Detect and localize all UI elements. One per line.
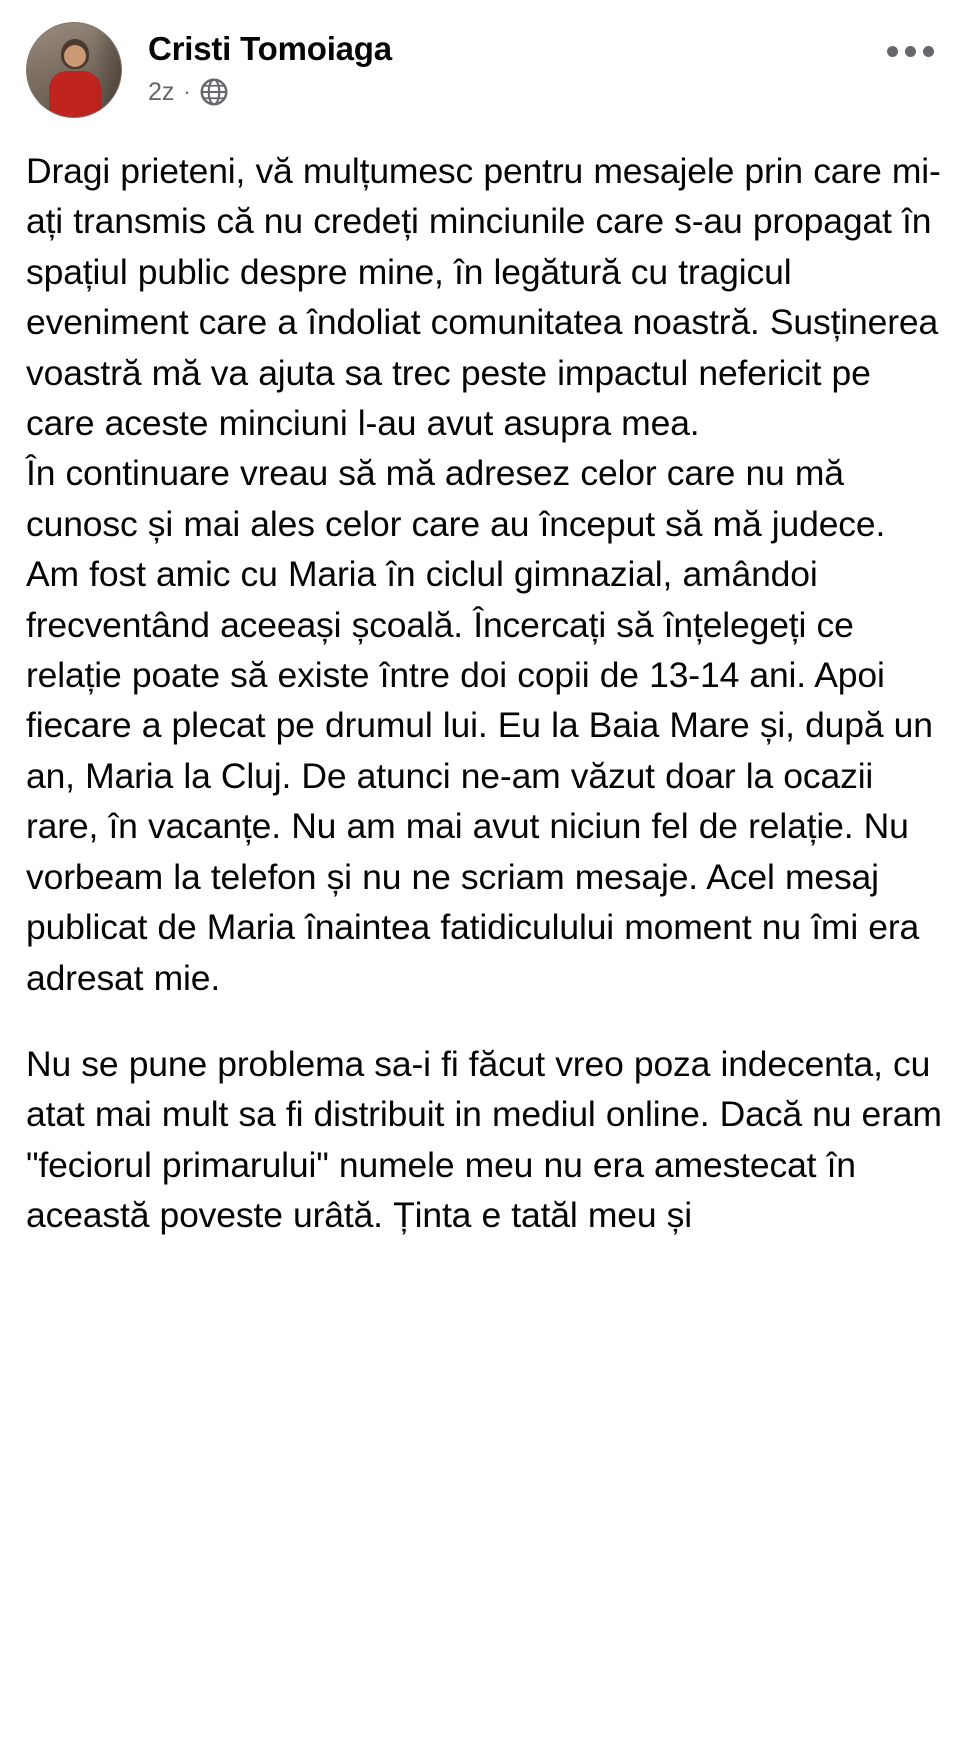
post-paragraph: Nu se pune problema sa-i fi făcut vreo poza indecenta, cu atat mai mult sa fi distribuit in mediul online. Dacă nu eram "feciorul primarului" numele meu nu era amestecat în această poveste urâtă. Ținta e tatăl meu și bbox=[26, 1043, 942, 1236]
more-options-icon[interactable] bbox=[880, 34, 940, 68]
globe-icon[interactable] bbox=[200, 78, 228, 106]
more-dot-2 bbox=[905, 46, 916, 57]
post-header bbox=[0, 0, 970, 124]
avatar-face bbox=[64, 45, 86, 67]
author-name[interactable]: Cristi Tomoiaga bbox=[148, 30, 392, 67]
avatar-shadow bbox=[93, 23, 121, 117]
more-dot-3 bbox=[923, 46, 934, 57]
more-dot-1 bbox=[887, 46, 898, 57]
avatar[interactable] bbox=[26, 22, 122, 118]
post-timestamp[interactable]: 2z bbox=[148, 77, 175, 106]
post-meta bbox=[148, 78, 944, 107]
post-paragraph: Am fost amic cu Maria în ciclul gimnazial, amândoi frecventând aceeași școală. Încercați să înțelegeți ce relație poate să existe între doi copii de 13-14 ani. Apoi fiecare a plecat pe drumul lui. Eu la Baia Mare și, după un an, Maria la Cluj. De atunci ne-am văzut doar la ocazii rare, în vacanțe. Nu am mai avut niciun fel de relație. Nu vorbeam la telefon și nu ne scriam mesaje. Acel mesaj publicat de Maria înaintea fatidiculului moment nu îmi era adresat mie. bbox=[26, 554, 933, 998]
post-text bbox=[0, 124, 970, 1241]
post-paragraph: Dragi prieteni, vă mulțumesc pentru mesajele prin care mi-ați transmis că nu credeți minciunile care s-au propagat în spațiul public despre mine, în legătură cu tragicul eveniment care a îndoliat comunitatea noastră. Susținerea voastră mă va ajuta sa trec peste impactul nefericit pe care aceste minciuni l-au avut asupra mea. bbox=[26, 151, 941, 444]
post-header-text bbox=[148, 22, 944, 107]
meta-separator: · bbox=[183, 79, 191, 105]
post-paragraph: În continuare vreau să mă adresez celor care nu mă cunosc și mai ales celor care au început să mă judece. bbox=[26, 453, 886, 544]
